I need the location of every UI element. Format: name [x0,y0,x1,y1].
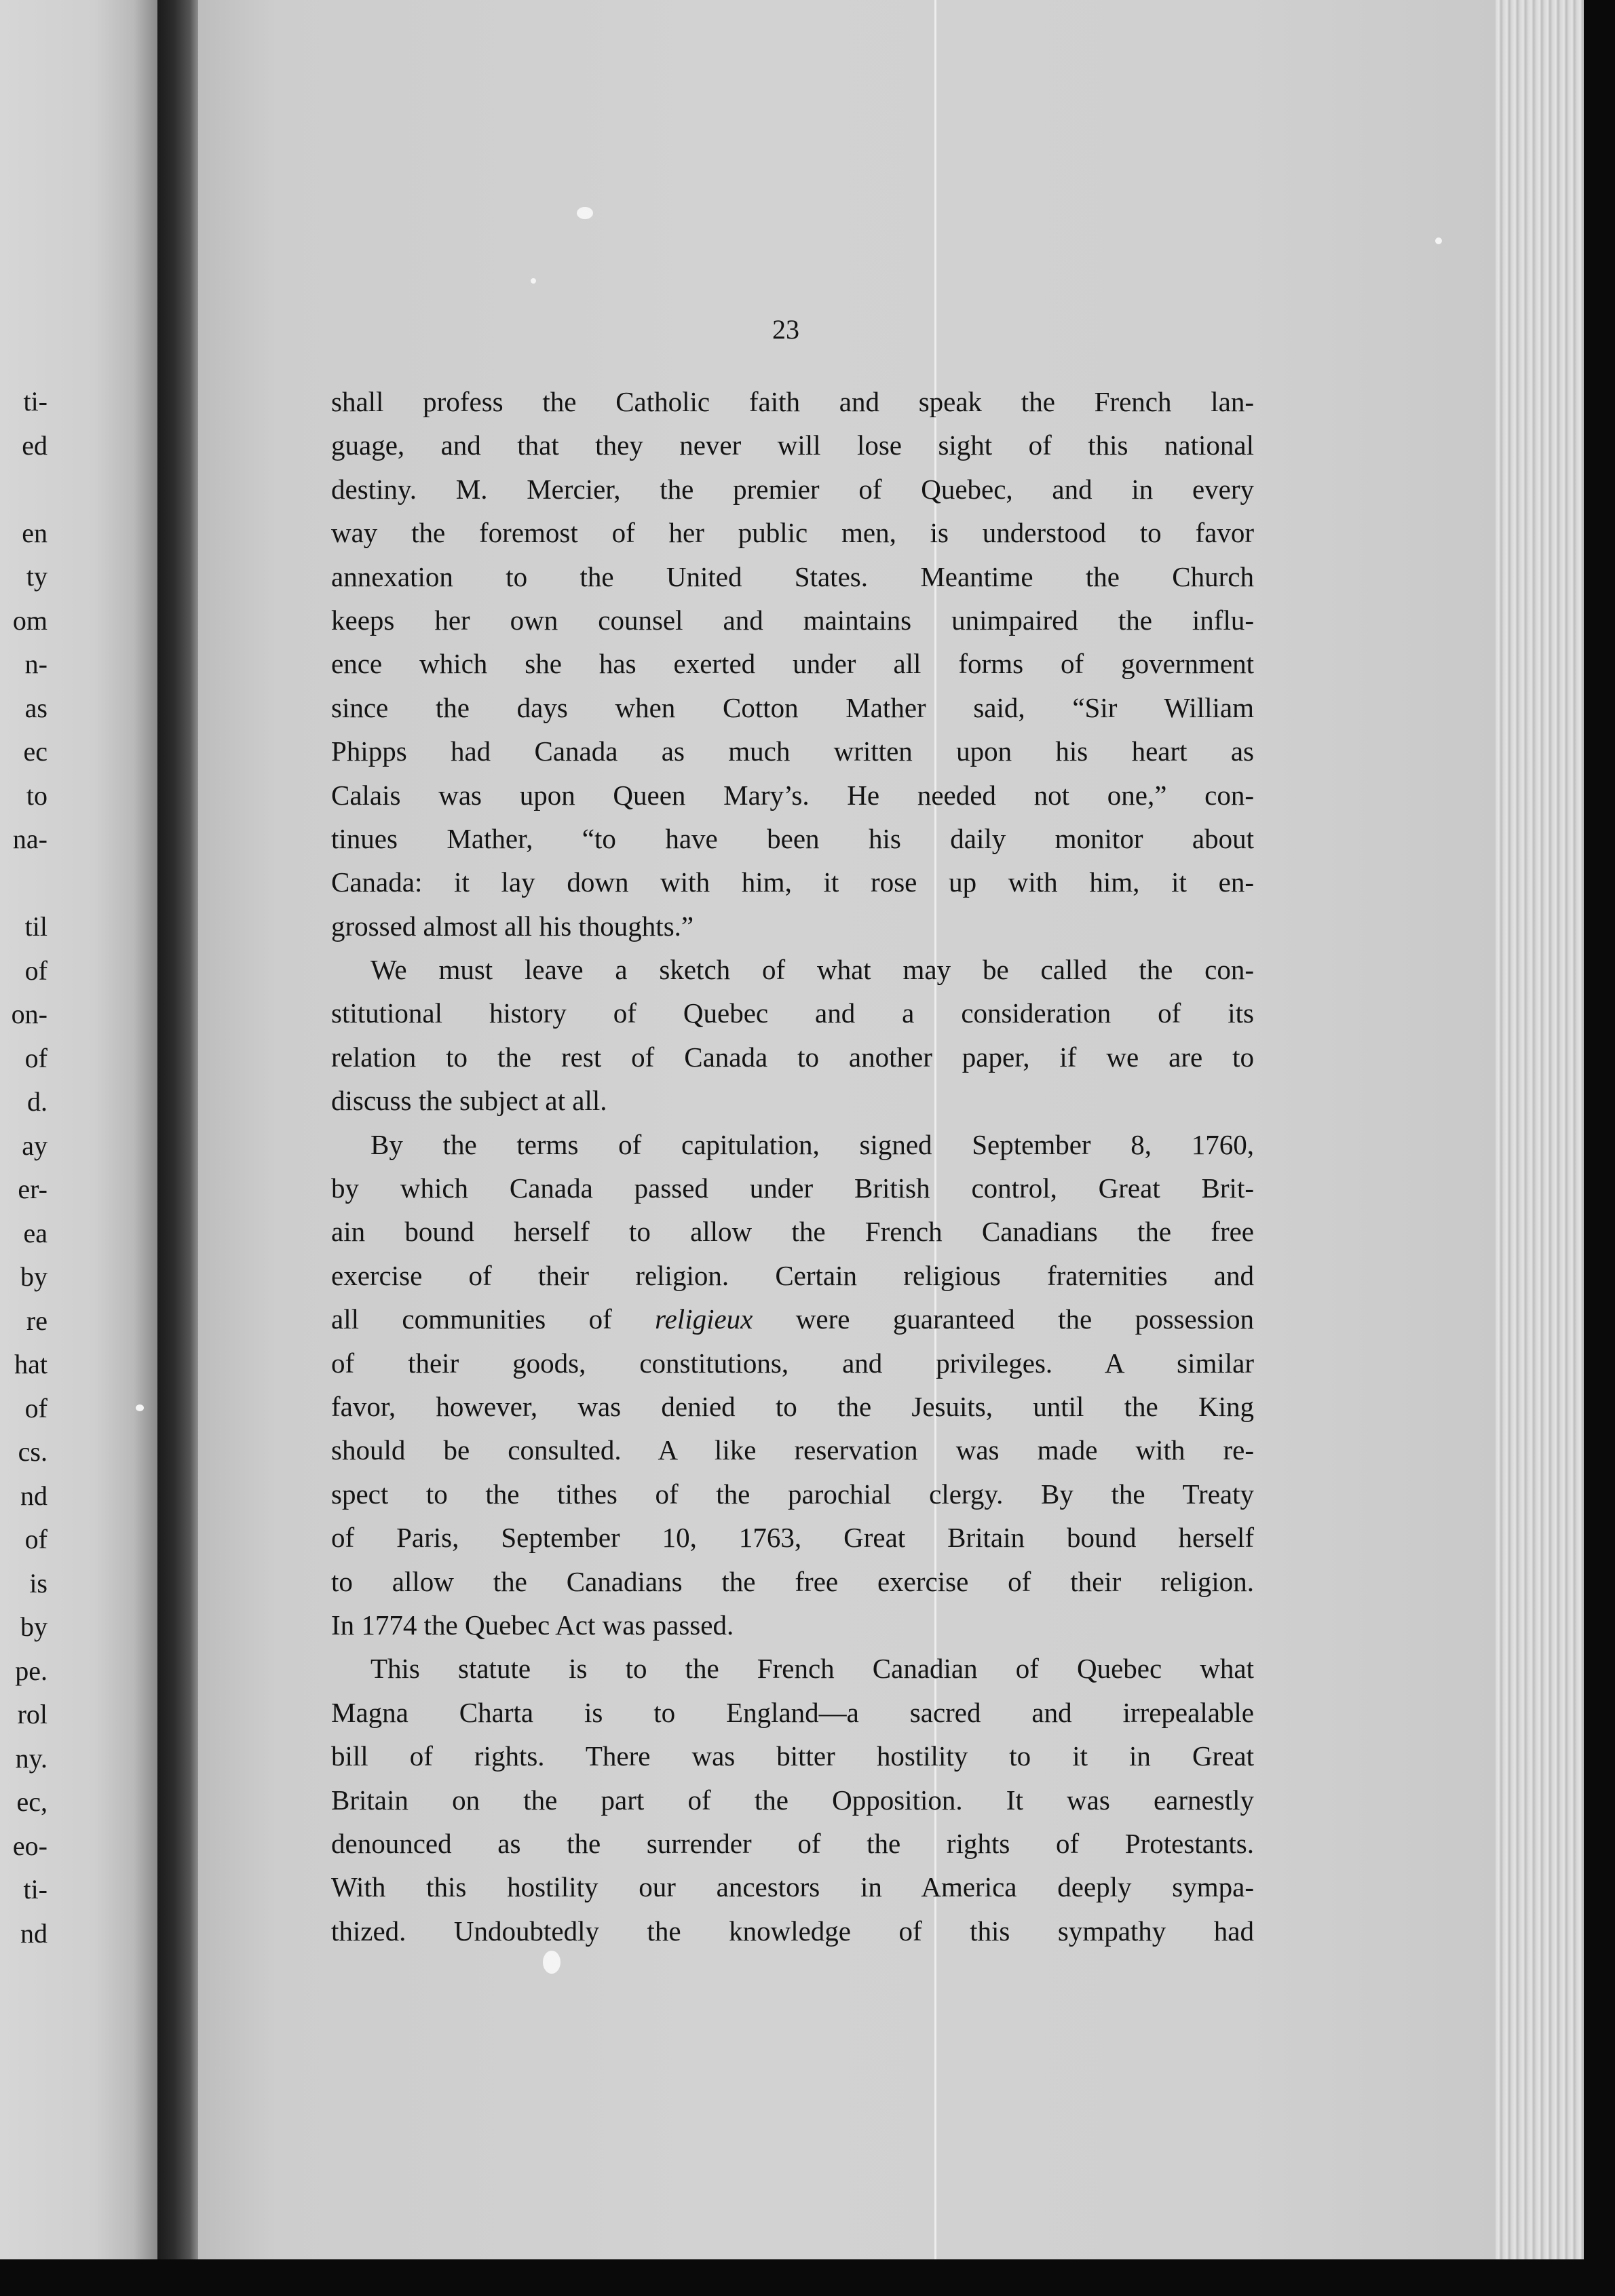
scan-speck [136,1404,144,1411]
text-line: grossed almost all his thoughts.” [331,910,694,942]
italic-word: religieux [655,1303,753,1335]
fragment: ny. [15,1742,48,1774]
text-line: tinues Mather, “to have been his daily monitor about [331,822,1254,854]
text-line: to allow the Canadians the free exercise of their religion. [331,1565,1254,1597]
text-line: keeps her own counsel and maintains unimpaired the influ- [331,604,1254,636]
fragment: ec [23,736,48,767]
text-line: We must leave a sketch of what may be called the con- [370,954,1254,986]
facing-page-edge [0,0,157,2259]
text-line: stitutional history of Quebec and a consideration of its [331,997,1254,1029]
text-line: Phipps had Canada as much written upon his heart as [331,735,1254,767]
text-line: With this hostility our ancestors in America deeply sympa- [331,1871,1254,1903]
page-stack-edge [1496,0,1584,2263]
fragment: nd [20,1480,48,1511]
paragraph [331,380,1254,948]
text-line: In 1774 the Quebec Act was passed. [331,1609,734,1641]
text-run: all communities of [331,1303,656,1335]
text-line: since the days when Cotton Mather said, “Sir William [331,691,1254,723]
text-line: ain bound herself to allow the French Canadians the free [331,1216,1254,1248]
fragment: n- [24,649,48,679]
text-line: bill of rights. There was bitter hostility to it in Great [331,1740,1254,1772]
fragment: eo- [12,1830,48,1861]
fragment: cs. [18,1436,48,1467]
fragment: ec, [16,1786,48,1817]
text-line: By the terms of capitulation, signed September 8, 1760, [370,1128,1254,1160]
fragment: nd [20,1917,48,1949]
book-gutter [157,0,198,2259]
text-line [331,1297,1254,1341]
text-line: Canada: it lay down with him, it rose up with him, it en- [331,866,1254,898]
text-line: exercise of their religion. Certain religious fraternities and [331,1259,1254,1291]
text-line: should be consulted. A like reservation was made with re- [331,1434,1254,1466]
fragment: is [29,1567,48,1599]
fragment: of [24,1524,48,1554]
fragment: til [24,911,48,942]
fragment: of [24,955,48,986]
fragment: as [24,692,48,723]
fragment: to [26,780,48,811]
text-line: denounced as the surrender of the rights of Protestants. [331,1827,1254,1859]
text-line: guage, and that they never will lose sight of this national [331,429,1254,461]
text-line: shall profess the Catholic faith and speak the French lan- [331,386,1254,417]
fragment: hat [14,1349,48,1379]
paragraph [331,1647,1254,1953]
fragment: om [12,605,48,636]
text-line: way the foremost of her public men, is understood to favor [331,517,1254,549]
fragment: pe. [15,1655,48,1686]
fragment: ty [26,561,48,592]
text-line: Magna Charta is to England—a sacred and irrepealable [331,1696,1254,1728]
fragment: na- [12,824,48,854]
fragment: rol [17,1699,48,1729]
text-line: spect to the tithes of the parochial clergy. By the Treaty [331,1478,1254,1510]
fragment: ti- [23,386,48,417]
fragment: ed [22,429,48,461]
fragment [0,467,48,512]
scan-border-bottom [0,2259,1615,2296]
fragment: en [22,517,48,548]
scan-border-right [1584,0,1615,2296]
text-line: ence which she has exerted under all forms of government [331,648,1254,680]
facing-page-line-fragments [0,380,48,1955]
fragment [0,862,48,906]
text-line: This statute is to the French Canadian of Quebec what [370,1653,1254,1685]
fragment: ay [22,1130,48,1161]
fragment: by [20,1611,48,1642]
fragment: of [24,1042,48,1073]
text-line: Britain on the part of the Opposition. It was earnestly [331,1784,1254,1816]
fragment: re [26,1305,48,1336]
text-line: annexation to the United States. Meantime the Church [331,560,1254,592]
text-line: destiny. M. Mercier, the premier of Quebec, and in every [331,473,1254,505]
paragraph [331,1123,1254,1647]
fragment: ea [23,1217,48,1248]
text-line: of their goods, constitutions, and privileges. A similar [331,1347,1254,1379]
text-line: Calais was upon Queen Mary’s. He needed not one,” con- [331,779,1254,811]
text-line: discuss the subject at all. [331,1085,607,1117]
scan-speck [1435,237,1442,244]
text-line: by which Canada passed under British control, Great Brit- [331,1172,1254,1204]
body-text [331,380,1254,1953]
scan-speck [531,278,536,284]
text-line: favor, however, was denied to the Jesuits, until the King [331,1390,1254,1422]
text-line: of Paris, September 10, 1763, Great Britain bound herself [331,1522,1254,1554]
scan-speck [543,1951,560,1974]
text-line: thized. Undoubtedly the knowledge of this sympathy had [331,1915,1254,1947]
fragment: on- [11,999,48,1029]
fragment: of [24,1392,48,1423]
text-run: were guaranteed the possession [753,1303,1254,1335]
fragment: ti- [23,1874,48,1905]
scan-speck [577,207,593,219]
fragment: by [20,1261,48,1292]
text-line: relation to the rest of Canada to another paper, if we are to [331,1041,1254,1073]
fragment: er- [18,1174,48,1204]
page-number: 23 [772,314,799,345]
paragraph [331,948,1254,1123]
fragment: d. [27,1086,48,1117]
